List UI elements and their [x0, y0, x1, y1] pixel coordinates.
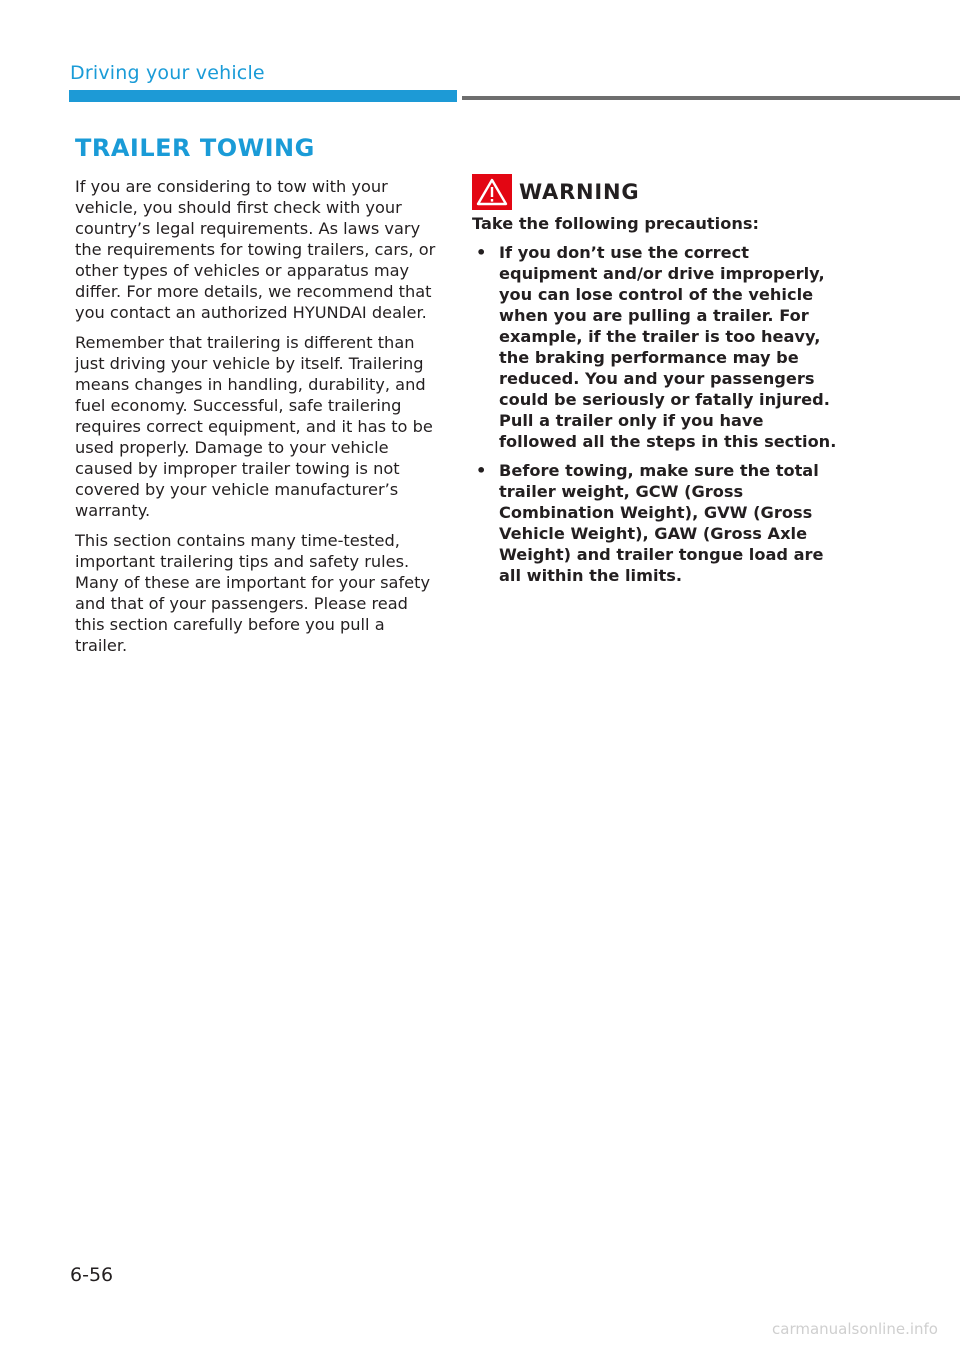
list-item: [472, 460, 842, 586]
warning-item-text: Before towing, make sure the total trailer weight, GCW (Gross Combination Weight), GVW (Gross Vehicle Weight), GAW (Gross Axle Weight) and trailer tongue load are all within the limits.: [499, 461, 824, 585]
warning-item-text: If you don’t use the correct equipment and/or drive improperly, you can lose control of the vehicle when you are pulling a trailer. For example, if the trailer is too heavy, the braking performance may be reduced. You and your passengers could be seriously or fatally injured. Pull a trailer only if you have followed all the steps in this section.: [499, 243, 837, 451]
header-rule-blue: [69, 90, 457, 102]
list-item: [472, 242, 842, 452]
header-rule-gray: [462, 96, 960, 100]
warning-title: WARNING: [519, 180, 640, 204]
watermark: carmanualsonline.info: [772, 1320, 938, 1338]
bullet: •: [476, 243, 487, 262]
warning-header: [472, 174, 842, 210]
body-paragraph: Remember that trailering is different than just driving your vehicle by itself. Trailering means changes in handling, durability, and fuel economy. Successful, safe trailering requires correct equipment, and it has to be used properly. Damage to your vehicle caused by improper trailer towing is not covered by your vehicle manufacturer’s warranty.: [75, 333, 433, 520]
bullet: •: [476, 461, 487, 480]
body-paragraph: This section contains many time-tested, important trailering tips and safety rules. Many of these are important for your safety and that of your passengers. Please read this section carefully before you pull a trailer.: [75, 531, 431, 655]
warning-box: [472, 174, 842, 594]
warning-triangle-icon: [472, 174, 512, 210]
warning-intro: Take the following precautions:: [472, 214, 759, 233]
section-label: Driving your vehicle: [70, 62, 265, 84]
page-number: 6-56: [70, 1264, 114, 1286]
body-paragraph: If you are considering to tow with your vehicle, you should first check with your country’s legal requirements. As laws vary the requirements for towing trailers, cars, or other types of vehicles or apparatus may differ. For more details, we recommend that you contact an authorized HYUNDAI dealer.: [75, 177, 436, 322]
section-title: TRAILER TOWING: [75, 134, 315, 162]
warning-list: [472, 242, 842, 586]
left-column: [75, 134, 440, 665]
